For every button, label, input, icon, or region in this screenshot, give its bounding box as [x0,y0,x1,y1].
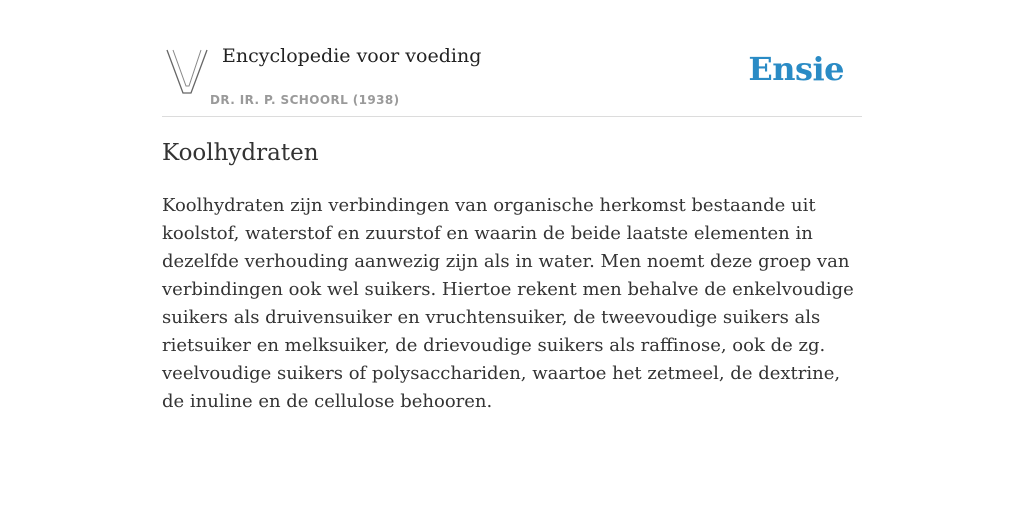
encyclopedia-title[interactable]: Encyclopedie voor voeding [222,45,482,67]
brand-logo[interactable]: Ensie [748,50,844,88]
entry-body: Koolhydraten zijn verbindingen van organische herkomst bestaande uit koolstof, waterstof en zuurstof en waarin de beide laatste elementen in dezelfde verhouding aanwezig zijn als in water. Men noemt deze groep van verbindingen ook wel suikers. Hiertoe rekent men behalve de enkelvoudige suikers als druivensuiker en vruchtensuiker, de tweevoudige suikers als rietsuiker en melksuiker, de drievoudige suikers als raffinose, ook de zg. veelvoudige suikers of polysacchariden, waartoe het zetmeel, de dextrine, de inuline en de cellulose behooren. [162,195,854,412]
v-logo-icon[interactable] [166,48,208,96]
header [162,40,862,117]
encyclopedia-author: DR. IR. P. SCHOORL (1938) [210,93,400,107]
entry-title: Koolhydraten [162,140,319,166]
